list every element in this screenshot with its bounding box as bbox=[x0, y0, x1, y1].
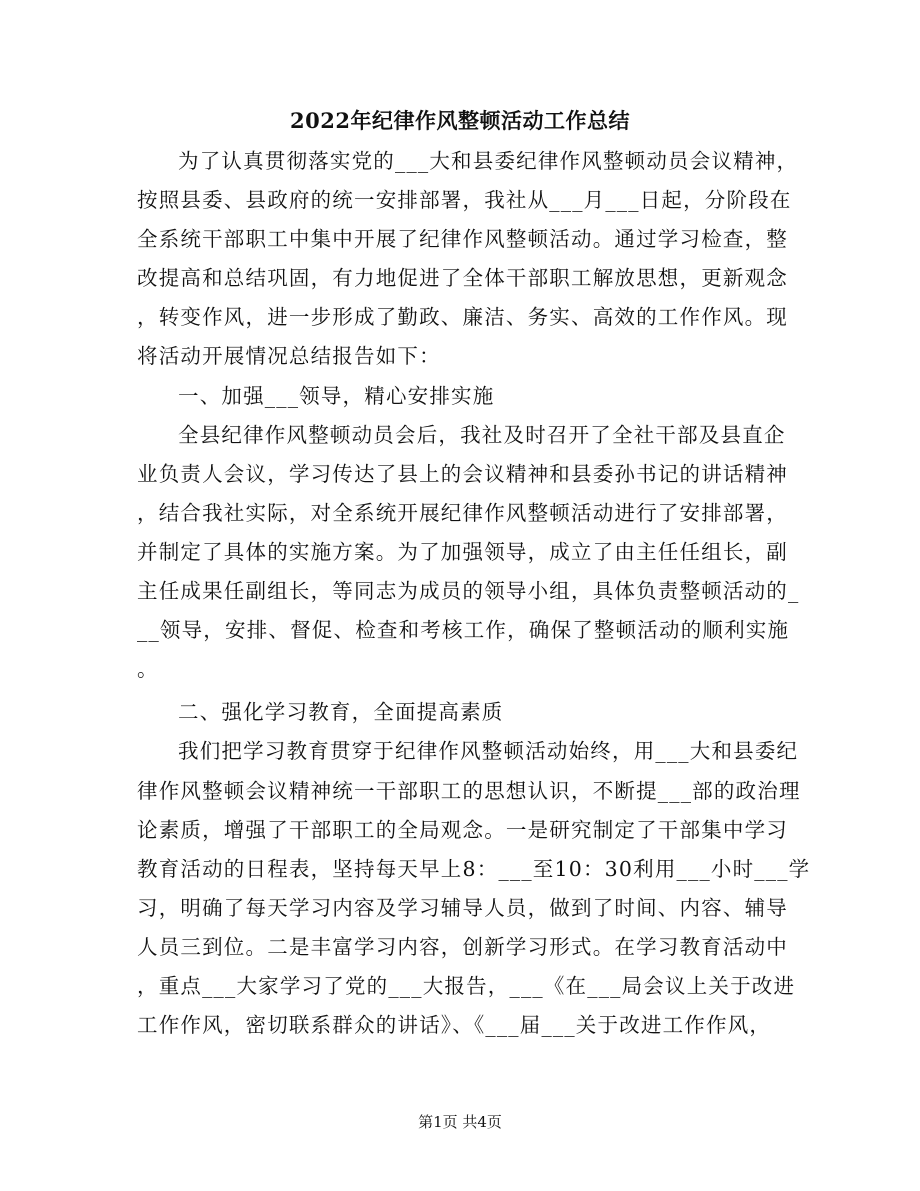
text-line: 论素质，增强了干部职工的全局观念。一是研究制定了干部集中学习 bbox=[137, 817, 788, 842]
text-line: 将活动开展情况总结报告如下： bbox=[137, 344, 441, 369]
text-line: 主任成果任副组长，等同志为成员的领导小组，具体负责整顿活动的_ bbox=[137, 579, 800, 604]
text-line: 二、强化学习教育，全面提高素质 bbox=[178, 700, 504, 725]
text-line: 为了认真贯彻落实党的___大和县委纪律作风整顿动员会议精神， bbox=[178, 149, 799, 173]
text-line: 我们把学习教育贯穿于纪律作风整顿活动始终，用___大和县委纪 bbox=[178, 739, 799, 764]
text-line: 。 bbox=[137, 657, 159, 682]
document-body bbox=[137, 142, 811, 1045]
text-line: 律作风整顿会议精神统一干部职工的思想认识，不断提___部的政治理 bbox=[137, 778, 801, 803]
text-line: ，结合我社实际，对全系统开展纪律作风整顿活动进行了安排部署， bbox=[137, 500, 788, 525]
text-line: 改提高和总结巩固，有力地促进了全体干部职工解放思想，更新观念 bbox=[137, 266, 788, 291]
text-line: 全系统干部职工中集中开展了纪律作风整顿活动。通过学习检查，整 bbox=[137, 227, 788, 252]
document-title: 2022年纪律作风整顿活动工作总结 bbox=[290, 108, 630, 133]
text-line: 全县纪律作风整顿动员会后，我社及时召开了全社干部及县直企 bbox=[178, 422, 786, 447]
text-line: 按照县委、县政府的统一安排部署，我社从___月___日起，分阶段在 bbox=[137, 188, 792, 213]
text-line: __领导，安排、督促、检查和考核工作，确保了整顿活动的顺利实施 bbox=[137, 618, 790, 643]
text-line: 教育活动的日程表，坚持每天早上8：___至10：30利用___小时___学 bbox=[137, 856, 811, 881]
text-line: 业负责人会议，学习传达了县上的会议精神和县委孙书记的讲话精神 bbox=[137, 461, 788, 486]
text-line: 并制定了具体的实施方案。为了加强领导，成立了由主任任组长，副 bbox=[137, 539, 788, 564]
text-line: ，重点___大家学习了党的___大报告，___《在___局会议上关于改进 bbox=[137, 973, 796, 998]
text-line: 习，明确了每天学习内容及学习辅导人员，做到了时间、内容、辅导 bbox=[137, 895, 788, 920]
text-line: 人员三到位。二是丰富学习内容，创新学习形式。在学习教育活动中 bbox=[137, 934, 788, 959]
page-footer: 第1页 共4页 bbox=[418, 1113, 502, 1131]
text-line: 一、加强___领导，精心安排实施 bbox=[178, 383, 495, 408]
text-line: ，转变作风，进一步形成了勤政、廉洁、务实、高效的工作作风。现 bbox=[137, 305, 788, 330]
text-line: 工作作风，密切联系群众的讲话》、《___届___关于改进工作作风， bbox=[137, 1013, 772, 1038]
